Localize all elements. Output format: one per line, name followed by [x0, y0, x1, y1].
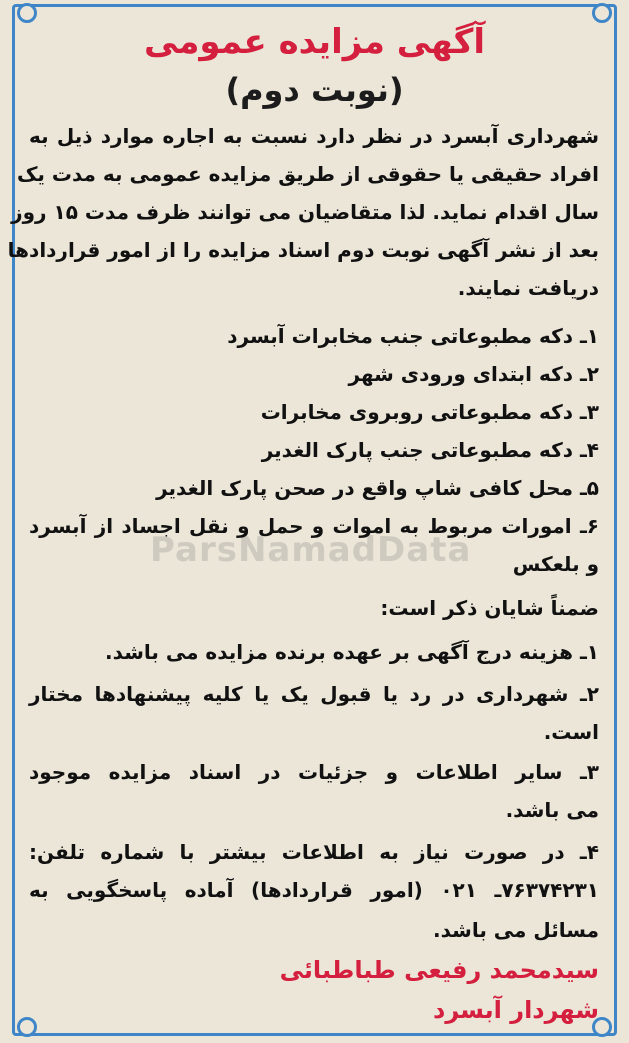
intro-line: شهرداری آبسرد در نظر دارد نسبت به اجاره موارد ذیل به — [29, 124, 599, 148]
signature-title: شهردار آبسرد — [433, 996, 599, 1024]
list-item: ۵ـ محل کافی شاپ واقع در صحن پارک الغدیر — [156, 476, 599, 500]
list-item: ۲ـ دکه ابتدای ورودی شهر — [348, 362, 599, 386]
corner-ornament — [17, 3, 37, 23]
notice-subtitle: (نوبت دوم) — [225, 71, 404, 109]
corner-ornament — [592, 3, 612, 23]
note-line: مسائل می باشد. — [433, 918, 599, 942]
note-line: است. — [543, 720, 599, 744]
list-item: ۱ـ دکه مطبوعاتی جنب مخابرات آبسرد — [227, 324, 599, 348]
note-line: ۳ـ سایر اطلاعات و جزئیات در اسناد مزایده موجود — [29, 760, 599, 784]
intro-line: دریافت نمایند. — [457, 276, 599, 300]
signature-name: سیدمحمد رفیعی طباطبائی — [279, 956, 599, 984]
notes-heading: ضمناً شایان ذکر است: — [380, 596, 599, 620]
list-item: و بلعکس — [512, 552, 599, 576]
note-line: ۷۶۳۷۴۲۳۱ـ ۰۲۱ (امور قراردادها) آماده پاسخگویی به — [29, 878, 599, 902]
note-line: ۴ـ در صورت نیاز به اطلاعات بیشتر با شماره تلفن: — [29, 840, 599, 864]
notice-title: آگهی مزایده عمومی — [143, 22, 486, 62]
intro-line: افراد حقیقی یا حقوقی از طریق مزایده عمومی به مدت یک — [16, 162, 599, 186]
note-line: می باشد. — [505, 798, 599, 822]
note-line: ۲ـ شهرداری در رد یا قبول یک یا کلیه پیشنهادها مختار — [29, 682, 599, 706]
watermark: ParsNamadData — [150, 530, 472, 570]
note-line: ۱ـ هزینه درج آگهی بر عهده برنده مزایده می باشد. — [105, 640, 599, 664]
list-item: ۴ـ دکه مطبوعاتی جنب پارک الغدیر — [261, 438, 599, 462]
intro-line: سال اقدام نماید. لذا متقاضیان می توانند ظرف مدت ۱۵ روز — [11, 200, 599, 224]
intro-line: بعد از نشر آگهی نوبت دوم اسناد مزایده را از امور قراردادها — [7, 238, 599, 262]
list-item: ۶ـ امورات مربوط به اموات و حمل و نقل اجساد از آبسرد — [29, 514, 599, 538]
list-item: ۳ـ دکه مطبوعاتی روبروی مخابرات — [260, 400, 599, 424]
